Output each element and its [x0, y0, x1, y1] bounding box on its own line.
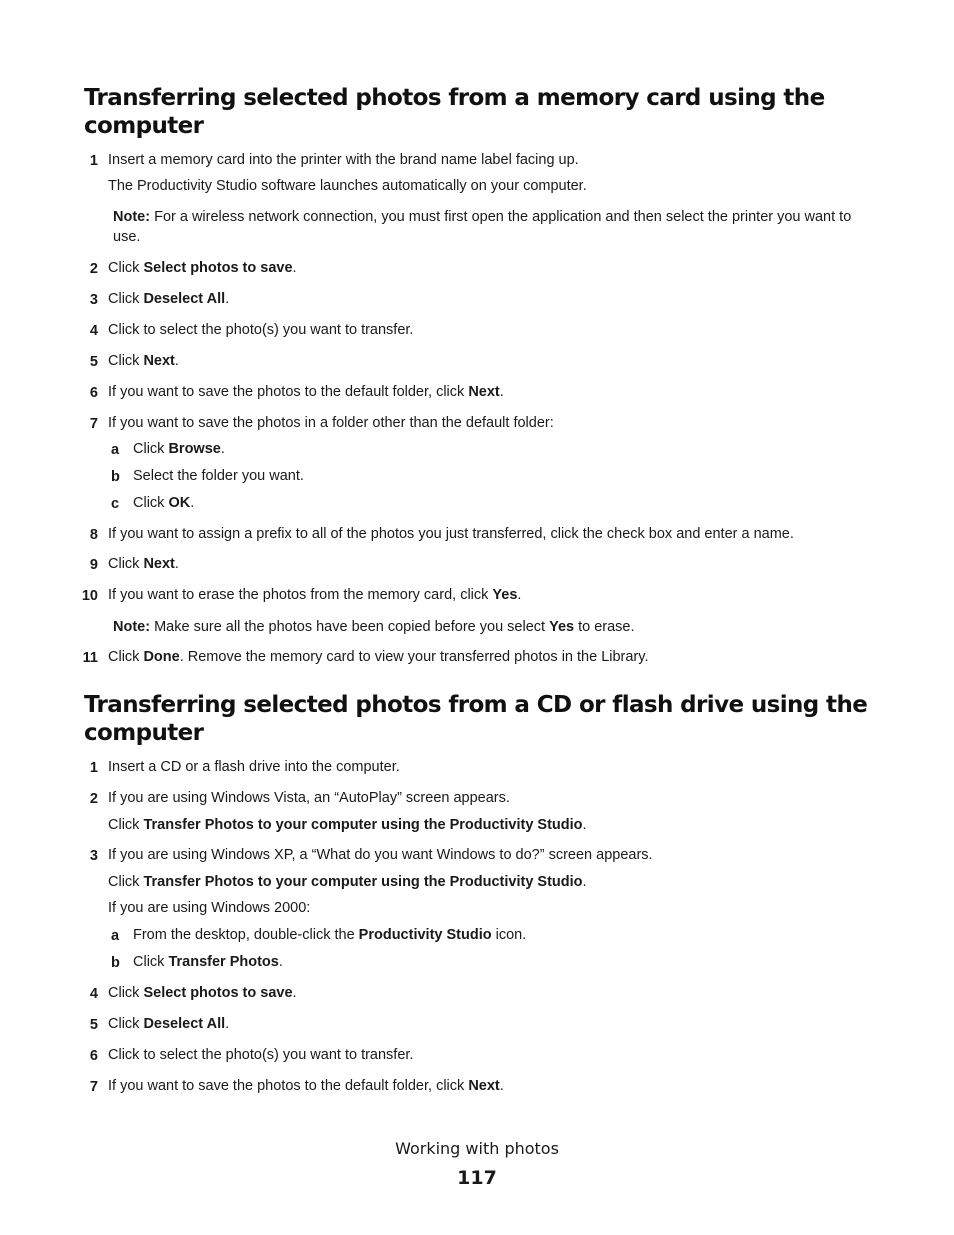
step-text: Click Next.: [108, 353, 179, 369]
step-number: 5: [89, 1017, 98, 1033]
substep-text: Click Transfer Photos.: [133, 954, 283, 970]
substep-text: Click OK.: [133, 495, 195, 511]
step-text: Click Done. Remove the memory card to view your transferred photos in the Library.: [108, 649, 649, 665]
step-text: Click Select photos to save.: [108, 260, 297, 276]
substep-letter: a: [111, 928, 120, 944]
step-number: 3: [89, 292, 98, 308]
step-text: If you want to assign a prefix to all of the photos you just transferred, click the check box and enter a name.: [108, 526, 794, 542]
step-paragraph: Click Transfer Photos to your computer using the Productivity Studio.: [108, 817, 587, 833]
note-label: Note:: [113, 209, 151, 225]
step-number: 7: [89, 1079, 98, 1095]
substep-text: Click Browse.: [133, 441, 225, 457]
step-text: Click Select photos to save.: [108, 985, 297, 1001]
note-text: For a wireless network connection, you must first open the application and then select the printer you want to use.: [113, 209, 852, 245]
step-text: Click to select the photo(s) you want to transfer.: [108, 1047, 414, 1063]
step-number: 8: [89, 527, 98, 543]
step-number: 10: [81, 588, 98, 604]
step-number: 4: [89, 323, 98, 339]
substep-letter: c: [111, 496, 120, 512]
section-heading-memory-card: Transferring selected photos from a memory card using the computer: [84, 85, 825, 139]
substep-text: From the desktop, double-click the Productivity Studio icon.: [133, 927, 527, 943]
footer-section-title: Working with photos: [395, 1139, 559, 1158]
step-number: 1: [89, 760, 98, 776]
step-text: If you want to save the photos in a folder other than the default folder:: [108, 415, 554, 431]
step-number: 6: [89, 385, 98, 401]
step-text: Insert a memory card into the printer with the brand name label facing up.: [108, 152, 579, 168]
note-label: Note:: [113, 619, 151, 635]
step-text: If you are using Windows Vista, an “AutoPlay” screen appears.: [108, 790, 510, 806]
step-text: Insert a CD or a flash drive into the computer.: [108, 759, 400, 775]
note: [113, 207, 865, 247]
step-number: 6: [89, 1048, 98, 1064]
step-number: 2: [89, 791, 98, 807]
step-text: If you want to save the photos to the default folder, click Next.: [108, 1078, 504, 1094]
step-number: 7: [89, 416, 98, 432]
step-paragraph: The Productivity Studio software launches automatically on your computer.: [108, 178, 587, 194]
step-text: If you want to save the photos to the default folder, click Next.: [108, 384, 504, 400]
step-text: Click Deselect All.: [108, 291, 230, 307]
substep-letter: a: [111, 442, 120, 458]
substep-text: Select the folder you want.: [133, 468, 304, 484]
step-text: Click Next.: [108, 556, 179, 572]
step-number: 4: [89, 986, 98, 1002]
step-number: 1: [89, 153, 98, 169]
step-text: Click Deselect All.: [108, 1016, 230, 1032]
substep-letter: b: [111, 469, 120, 485]
step-text: If you want to erase the photos from the memory card, click Yes.: [108, 587, 522, 603]
step-text: If you are using Windows XP, a “What do you want Windows to do?” screen appears.: [108, 847, 653, 863]
step-text: Click to select the photo(s) you want to transfer.: [108, 322, 414, 338]
page-number: 117: [457, 1167, 497, 1189]
note: Note: Make sure all the photos have been copied before you select Yes to erase.: [113, 619, 635, 635]
step-paragraph: If you are using Windows 2000:: [108, 900, 311, 916]
step-number: 9: [89, 557, 98, 573]
step-paragraph: Click Transfer Photos to your computer using the Productivity Studio.: [108, 874, 587, 890]
step-number: 3: [89, 848, 98, 864]
substep-letter: b: [111, 955, 120, 971]
step-number: 5: [89, 354, 98, 370]
step-number: 11: [82, 650, 98, 666]
step-number: 2: [89, 261, 98, 277]
section-heading-cd-flash-drive: Transferring selected photos from a CD or flash drive using the computer: [84, 692, 868, 746]
